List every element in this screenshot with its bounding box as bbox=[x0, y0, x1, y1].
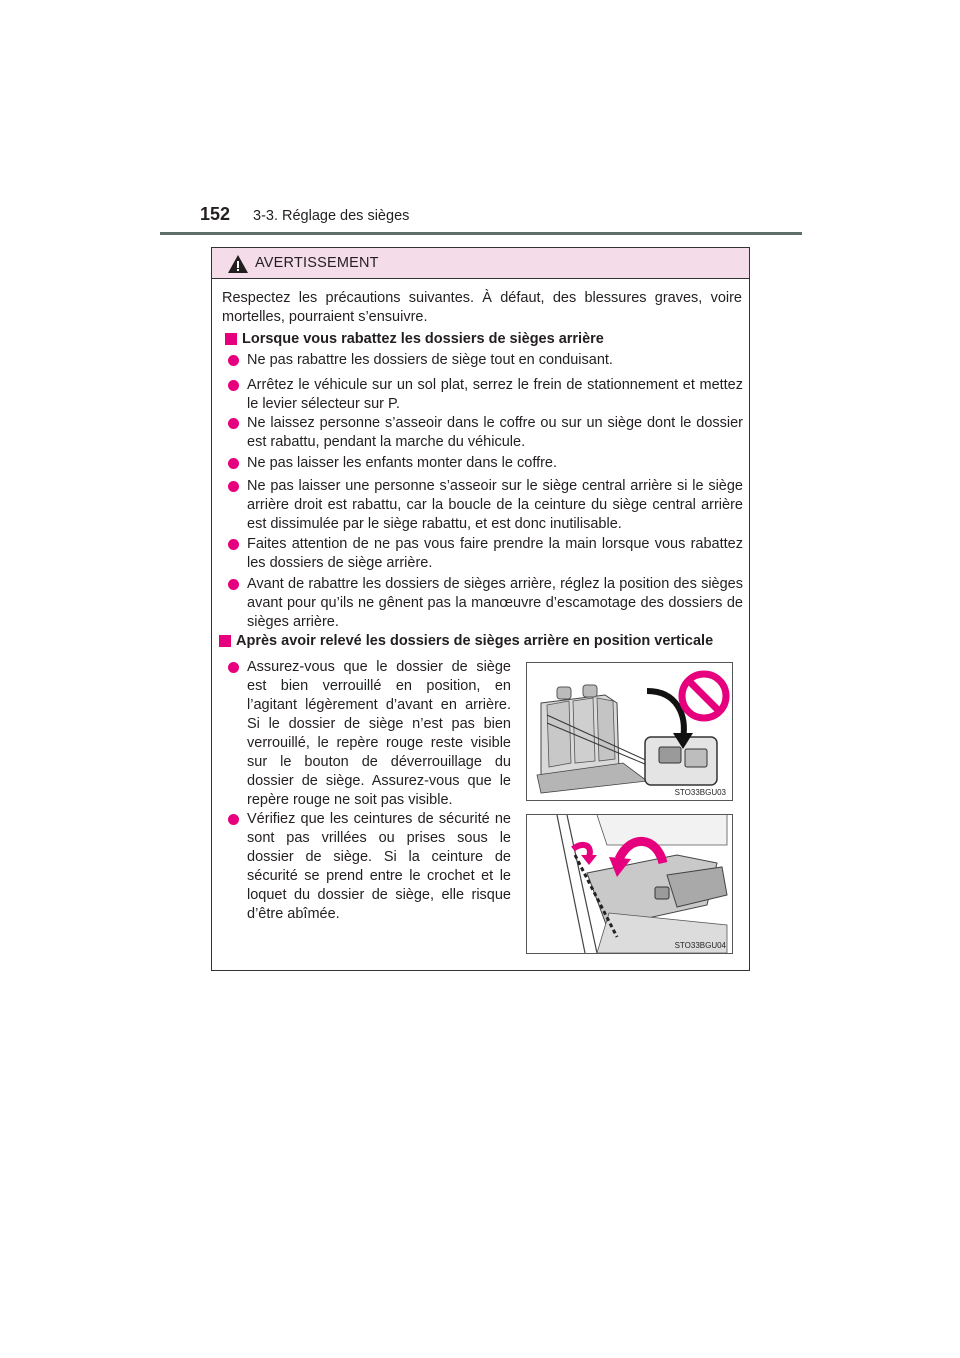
figure-code: STO33BGU03 bbox=[674, 788, 726, 797]
bullet-icon bbox=[228, 814, 239, 825]
warning-icon bbox=[227, 254, 249, 274]
bullet-icon bbox=[228, 539, 239, 550]
warning-intro: Respectez les précautions suivantes. À défaut, des blessures graves, voire mortelles, pourraient s’ensuivre. bbox=[222, 290, 742, 325]
bullet-icon bbox=[228, 662, 239, 673]
bullet-icon bbox=[228, 355, 239, 366]
bullet-icon bbox=[228, 579, 239, 590]
header-rule bbox=[160, 232, 802, 235]
bullet-icon bbox=[228, 380, 239, 391]
square-bullet-icon bbox=[225, 333, 237, 345]
warning-box: AVERTISSEMENT Respectez les précautions suivantes. À défaut, des blessures graves, voire mortelles, pourraient s’ensuivre. Lorsque vous rabattez les dossiers de sièges arrière Ne pas rabattre les dossiers de siège tout en conduisant. Arrêtez le véhicule sur un sol plat, serrez le frein de stationnement et mettez le levier sélecteur sur P. Ne laissez personne s’asseoir dans le coffre ou sur un siège dont le dossier est rabattu, pendant la marche du véhicule. Ne pas laisser les enfants monter dans le coffre. Ne pas laisser une personne s’asseoir sur le siège central arrière si le siège arrière droit est rabattu, car la boucle de la ceinture du siège central arrière est dissimulée par le siège rabattu, et est donc inutilisable. Faites attention de ne pas vous faire prendre la main lorsque vous rabattez les dossiers de siège arrière. Avant de rabattre les dossiers de sièges arrière, réglez la position des sièges avant pour qu’ils ne gênent pas la manœuvre d’escamotage des dossiers de sièges arrière. Après avoir relevé les dossiers de sièges arrière en position verticale Assurez-vous que le dossier de siège est bien verrouillé en position, en l’agitant légèrement d’avant en arrière. Si le dossier de siège n’est pas bien verrouillé, le repère rouge reste visible sur le bouton de déverrouillage du dossier de siège. Assurez-vous que le repère rouge ne soit pas visible. Vérifiez que les ceintures de sécurité ne sont pas vrillées ou prises sous le dossier de siège. Si la ceinture de sécurité se prend entre le crochet et le loquet du dossier de siège, elle risque d’être abîmée. STO33BGU03 STO33BGU04 bbox=[211, 247, 750, 971]
page-header bbox=[160, 200, 800, 236]
bullet-icon bbox=[228, 418, 239, 429]
figure-seat-lock bbox=[526, 662, 733, 801]
seatbelt-illustration bbox=[527, 815, 732, 953]
section-title: 3-3. Réglage des sièges bbox=[253, 208, 410, 224]
bullet-icon bbox=[228, 481, 239, 492]
seat-lock-illustration bbox=[527, 663, 732, 800]
bullet-icon bbox=[228, 458, 239, 469]
square-bullet-icon bbox=[219, 635, 231, 647]
figure-seatbelt bbox=[526, 814, 733, 954]
page-number: 152 bbox=[200, 204, 231, 224]
warning-header bbox=[212, 248, 749, 279]
warning-title: AVERTISSEMENT bbox=[255, 255, 379, 271]
figure-code: STO33BGU04 bbox=[674, 941, 726, 950]
